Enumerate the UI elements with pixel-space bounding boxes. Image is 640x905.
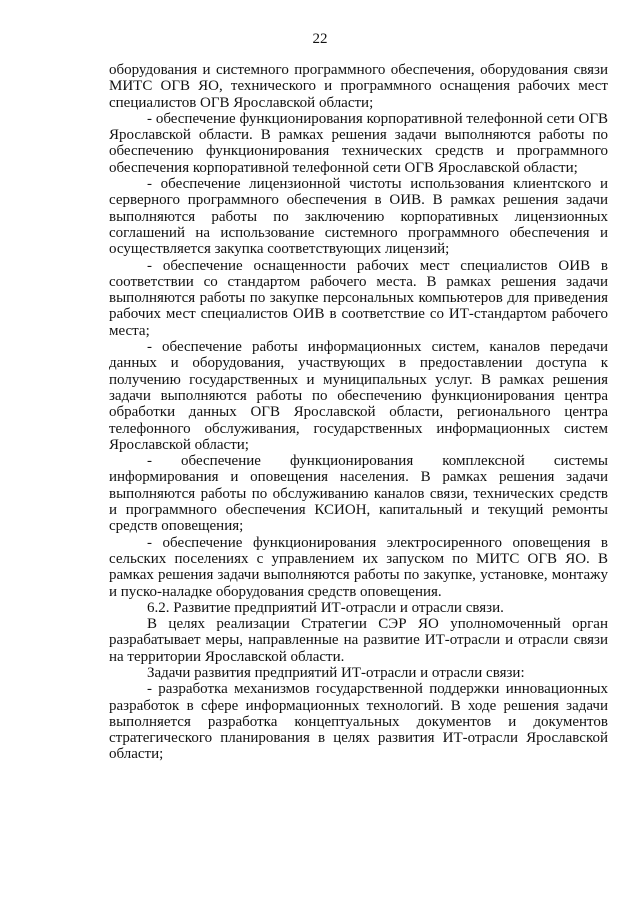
paragraph: - обеспечение функционирования корпоративной телефонной сети ОГВ Ярославской области. В рамках решения задачи выполняются работы по обеспечению функционирования технических средств и программного обеспечения корпоративной телефонной сети ОГВ Ярославской области; — [109, 110, 608, 176]
paragraph: оборудования и системного программного обеспечения, оборудования связи МИТС ОГВ ЯО, технического и программного оснащения рабочих мест специалистов ОГВ Ярославской области; — [109, 62, 608, 111]
paragraph: - обеспечение работы информационных систем, каналов передачи данных и оборудования, участвующих в предоставлении доступа к получению государственных и муниципальных услуг. В рамках решения задачи выполняются работы по обеспечению функционирования центра обработки данных ОГВ Ярославской области, регионального центра телефонного обслуживания, государственных информационных систем Ярославской области; — [109, 339, 608, 453]
document-body — [109, 62, 608, 763]
page-number: 22 — [312, 31, 328, 47]
paragraph: Задачи развития предприятий ИТ-отрасли и отрасли связи: — [147, 664, 525, 681]
paragraph: - обеспечение оснащенности рабочих мест специалистов ОИВ в соответствии со стандартом рабочего места. В рамках решения задачи выполняются работы по закупке персональных компьютеров для приведения рабочих мест специалистов ОИВ в соответствие со ИТ-стандартом рабочего места; — [109, 257, 608, 339]
paragraph: - разработка механизмов государственной поддержки инновационных разработок в сфере информационных технологий. В ходе решения задачи выполняется разработка концептуальных документов и документов стратегического планирования в целях развития ИТ-отрасли Ярославской области; — [109, 681, 608, 763]
paragraph: В целях реализации Стратегии СЭР ЯО уполномоченный орган разрабатывает меры, направленные на развитие ИТ-отрасли и отрасли связи на территории Ярославской области. — [109, 616, 608, 665]
section-heading: 6.2. Развитие предприятий ИТ-отрасли и отрасли связи. — [147, 599, 504, 616]
paragraph: - обеспечение функционирования электросиренного оповещения в сельских поселениях с управлением их запуском по МИТС ОГВ ЯО. В рамках решения задачи выполняются работы по закупке, установке, монтажу и пуско-наладке оборудования средств оповещения. — [109, 534, 608, 600]
paragraph: - обеспечение лицензионной чистоты использования клиентского и серверного программного обеспечения в ОИВ. В рамках решения задачи выполняются работы по заключению корпоративных лицензионных соглашений на использование системного программного обеспечения и осуществляется закупка соответствующих лицензий; — [109, 176, 608, 258]
paragraph: - обеспечение функционирования комплексной системы информирования и оповещения населения. В рамках решения задачи выполняются работы по обслуживанию каналов связи, технических средств и программного обеспечения КСИОН, капитальный и текущий ремонты средств оповещения; — [109, 453, 608, 535]
